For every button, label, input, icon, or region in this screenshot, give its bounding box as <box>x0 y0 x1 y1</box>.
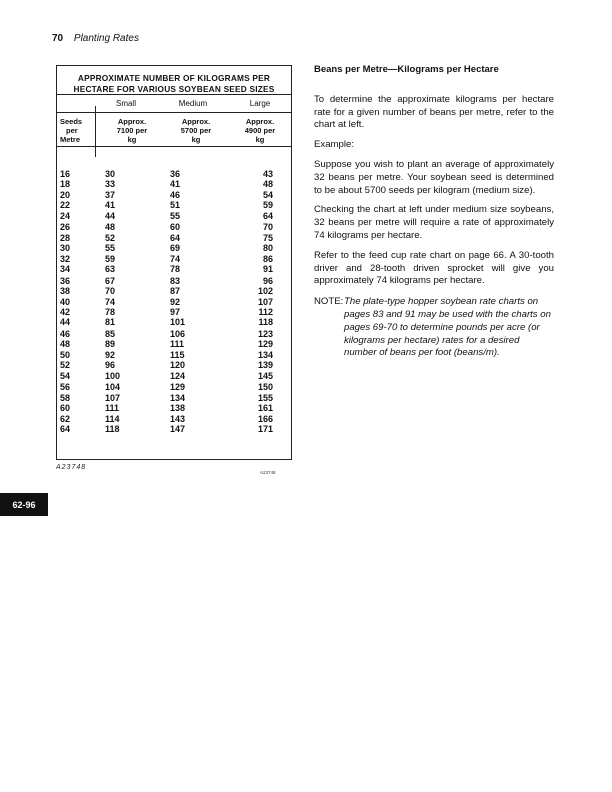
seeds-cell: 62 <box>60 413 71 424</box>
table-title <box>57 66 291 95</box>
seeds-cell: 64 <box>60 424 71 434</box>
table-row <box>57 424 291 434</box>
medium-kg-cell: 69 <box>170 243 181 254</box>
large-kg-cell: 91 <box>262 264 273 275</box>
medium-kg-cell: 124 <box>170 370 186 381</box>
large-kg-cell: 102 <box>257 286 273 297</box>
instructions-column <box>314 64 554 360</box>
small-kg-cell: 33 <box>105 179 116 190</box>
large-kg-cell: 150 <box>257 382 273 393</box>
large-kg-cell: 145 <box>257 370 273 381</box>
table-row <box>57 169 291 179</box>
paragraph-example: Suppose you wish to plant an average of approximately 32 beans per metre. Your soybean seed is determined to be about 5700 seeds per kilogram (medium size). <box>314 158 554 196</box>
large-kg-cell: 171 <box>257 424 273 434</box>
figure-code-small: A23748 <box>260 470 276 475</box>
seeds-cell: 38 <box>60 286 71 297</box>
seeds-cell: 34 <box>60 264 71 275</box>
small-kg-cell: 55 <box>105 243 116 254</box>
large-kg-cell: 129 <box>257 339 273 350</box>
table-row <box>57 200 291 210</box>
small-kg-cell: 48 <box>105 222 116 233</box>
medium-kg-cell: 115 <box>170 349 185 360</box>
large-kg-cell: 70 <box>262 222 273 233</box>
large-kg-cell: 123 <box>257 328 273 339</box>
medium-kg-cell: 129 <box>170 382 186 393</box>
medium-kg-cell: 83 <box>170 275 181 286</box>
note-label: NOTE: <box>314 296 344 308</box>
seeds-cell: 42 <box>60 306 71 317</box>
seeds-cell: 36 <box>60 275 71 286</box>
table-title-line-2: HECTARE FOR VARIOUS SOYBEAN SEED SIZES <box>73 84 275 94</box>
medium-kg-cell: 147 <box>170 424 186 434</box>
medium-kg-cell: 87 <box>170 286 181 297</box>
seeds-cell: 44 <box>60 317 71 328</box>
large-column-header: Approx. 4900 per kg <box>244 117 276 144</box>
medium-kg-cell: 78 <box>170 264 181 275</box>
table-row <box>57 329 291 339</box>
table-row <box>57 360 291 370</box>
medium-kg-cell: 106 <box>170 328 186 339</box>
section-title: Planting Rates <box>73 33 139 44</box>
table-row <box>57 211 291 221</box>
seeds-cell: 18 <box>60 179 71 190</box>
column-header-row <box>57 113 291 147</box>
large-kg-cell: 155 <box>257 392 273 403</box>
seeds-cell: 16 <box>60 169 71 179</box>
seeds-cell: 48 <box>60 339 71 350</box>
seeds-cell: 22 <box>60 200 71 211</box>
medium-kg-cell: 41 <box>170 179 181 190</box>
seeds-cell: 30 <box>60 243 71 254</box>
seeds-cell: 26 <box>60 222 71 233</box>
note-block <box>314 296 554 360</box>
small-kg-cell: 52 <box>105 232 116 243</box>
small-kg-cell: 81 <box>105 317 116 328</box>
medium-kg-cell: 138 <box>170 403 186 414</box>
medium-kg-cell: 111 <box>170 339 185 350</box>
small-kg-cell: 111 <box>105 403 120 414</box>
size-large: Large <box>249 99 271 108</box>
table-row <box>57 371 291 381</box>
medium-kg-cell: 46 <box>170 189 181 200</box>
small-kg-cell: 44 <box>105 210 116 221</box>
seeds-cell: 58 <box>60 392 71 403</box>
large-kg-cell: 86 <box>262 253 273 264</box>
medium-kg-cell: 64 <box>170 232 181 243</box>
seeds-cell: 24 <box>60 210 71 221</box>
small-kg-cell: 74 <box>105 296 116 307</box>
large-kg-cell: 54 <box>262 189 273 200</box>
table-row <box>57 350 291 360</box>
size-medium: Medium <box>178 99 208 108</box>
table-row <box>57 222 291 232</box>
table-row <box>57 190 291 200</box>
table-row <box>57 393 291 403</box>
medium-kg-cell: 97 <box>170 306 181 317</box>
table-row <box>57 414 291 424</box>
small-kg-cell: 96 <box>105 360 116 371</box>
large-kg-cell: 107 <box>257 296 273 307</box>
large-kg-cell: 64 <box>262 210 273 221</box>
seeds-per-metre-header: Seeds per Metre <box>60 117 83 144</box>
small-kg-cell: 89 <box>105 339 116 350</box>
size-small: Small <box>115 99 136 108</box>
large-kg-cell: 161 <box>257 403 273 414</box>
paragraph-feed-cup: Refer to the feed cup rate chart on page 66. A 30-tooth driver and 28-tooth driven sprocket will give you approximately 74 kilograms per hectare. <box>314 249 554 287</box>
table-title-line-1: APPROXIMATE NUMBER OF KILOGRAMS PER <box>77 73 271 83</box>
small-kg-cell: 104 <box>105 382 121 393</box>
seeds-cell: 32 <box>60 253 71 264</box>
seeds-cell: 50 <box>60 349 71 360</box>
large-kg-cell: 134 <box>257 349 273 360</box>
large-kg-cell: 59 <box>262 200 273 211</box>
medium-kg-cell: 55 <box>170 210 181 221</box>
paragraph-example-label: Example: <box>314 139 354 151</box>
paragraph-chart-check: Checking the chart at left under medium size soybeans, 32 beans per metre will require a rate of approximately 74 kilograms per hectare. <box>314 204 554 241</box>
table-row <box>57 233 291 243</box>
table-row <box>57 264 291 274</box>
section-heading: Beans per Metre—Kilograms per Hectare <box>314 64 499 75</box>
table-row <box>57 297 291 307</box>
large-kg-cell: 166 <box>257 413 273 424</box>
table-row <box>57 382 291 392</box>
table-row <box>57 254 291 264</box>
page-tab-label: 62-96 <box>0 493 48 516</box>
medium-kg-cell: 101 <box>170 317 186 328</box>
size-header-row <box>57 95 291 113</box>
table-row <box>57 317 291 327</box>
large-kg-cell: 75 <box>262 232 273 243</box>
medium-kg-cell: 36 <box>170 169 181 179</box>
seeds-cell: 28 <box>60 232 71 243</box>
table-row <box>57 243 291 253</box>
small-kg-cell: 37 <box>105 189 116 200</box>
medium-kg-cell: 74 <box>170 253 181 264</box>
small-column-header: Approx. 7100 per kg <box>116 117 148 144</box>
small-kg-cell: 59 <box>105 253 116 264</box>
page-header <box>52 33 139 44</box>
medium-kg-cell: 120 <box>170 360 186 371</box>
medium-column-header: Approx. 5700 per kg <box>180 117 212 144</box>
large-kg-cell: 112 <box>258 306 273 317</box>
figure-code: A23748 <box>56 464 87 471</box>
table-row <box>57 286 291 296</box>
small-kg-cell: 67 <box>105 275 116 286</box>
medium-kg-cell: 51 <box>170 200 181 211</box>
seeds-cell: 54 <box>60 370 71 381</box>
seeds-cell: 20 <box>60 189 71 200</box>
small-kg-cell: 92 <box>105 349 116 360</box>
medium-kg-cell: 92 <box>170 296 181 307</box>
small-kg-cell: 63 <box>105 264 116 275</box>
table-row <box>57 179 291 189</box>
table-row <box>57 339 291 349</box>
large-kg-cell: 80 <box>262 243 273 254</box>
note-text: The plate-type hopper soybean rate charts on pages 83 and 91 may be used with the charts on pages 69-70 to determine pounds per acre (or kilograms per hectare) rates for a desired number of beans per foot (beans/m). <box>344 296 551 359</box>
seeds-cell: 40 <box>60 296 71 307</box>
seeds-cell: 46 <box>60 328 71 339</box>
small-kg-cell: 85 <box>105 328 116 339</box>
table-row <box>57 403 291 413</box>
small-kg-cell: 70 <box>105 286 116 297</box>
small-kg-cell: 100 <box>105 370 121 381</box>
large-kg-cell: 48 <box>262 179 273 190</box>
large-kg-cell: 43 <box>262 169 273 179</box>
paragraph-intro: To determine the approximate kilograms per hectare rate for a given number of beans per metre, refer to the chart at left. <box>314 93 554 131</box>
column-divider <box>95 106 96 157</box>
medium-kg-cell: 60 <box>170 222 181 233</box>
medium-kg-cell: 134 <box>170 392 186 403</box>
small-kg-cell: 78 <box>105 306 116 317</box>
small-kg-cell: 41 <box>105 200 116 211</box>
large-kg-cell: 96 <box>262 275 273 286</box>
large-kg-cell: 139 <box>257 360 273 371</box>
large-kg-cell: 118 <box>258 317 273 328</box>
table-row <box>57 276 291 286</box>
seeds-cell: 56 <box>60 382 71 393</box>
table-row <box>57 307 291 317</box>
seeds-cell: 52 <box>60 360 71 371</box>
medium-kg-cell: 143 <box>170 413 186 424</box>
seed-rate-table <box>56 65 292 460</box>
seeds-cell: 60 <box>60 403 71 414</box>
small-kg-cell: 114 <box>105 413 120 424</box>
small-kg-cell: 107 <box>105 392 121 403</box>
small-kg-cell: 30 <box>105 169 116 179</box>
page-number: 70 <box>52 33 64 44</box>
small-kg-cell: 118 <box>105 424 120 434</box>
